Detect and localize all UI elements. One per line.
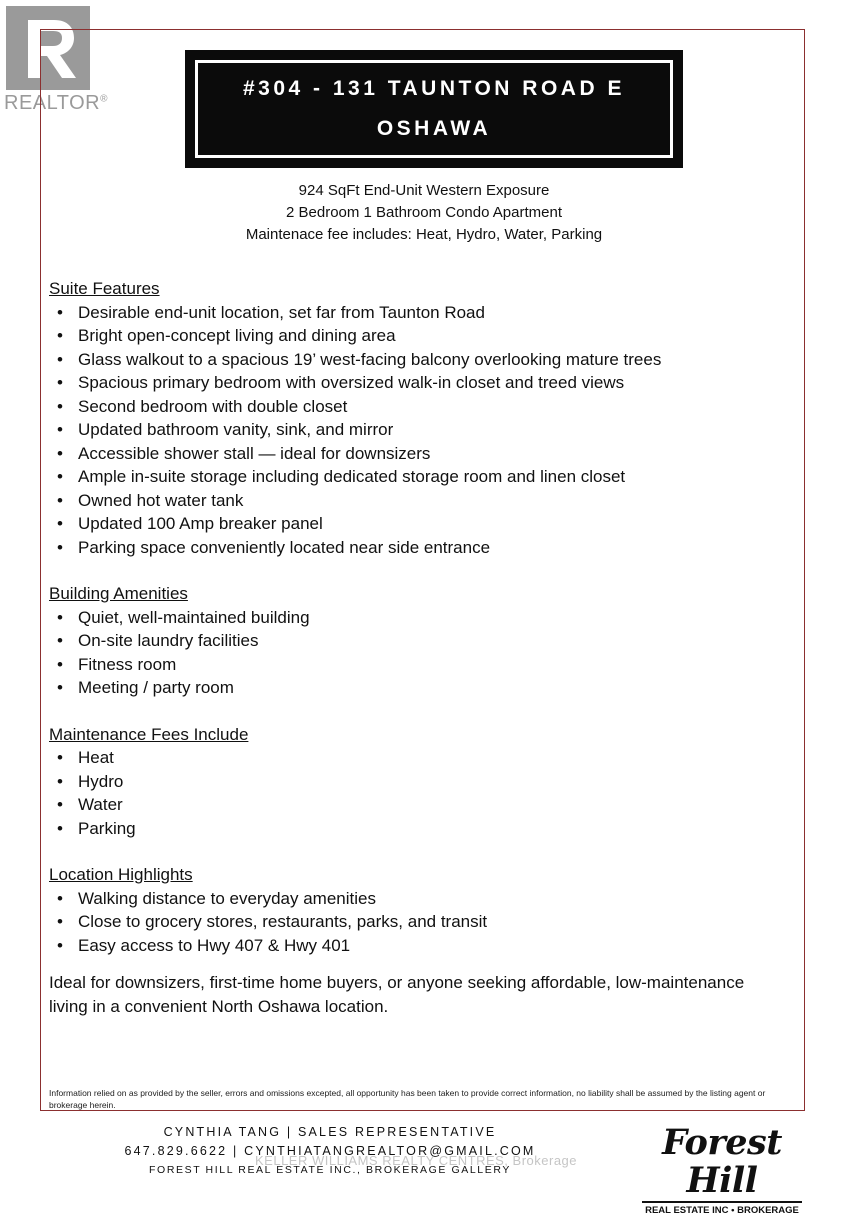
summary-line: Maintenace fee includes: Heat, Hydro, Water, Parking: [245, 226, 603, 243]
list-item: • Updated bathroom vanity, sink, and mirror: [49, 418, 789, 442]
list-item: • Parking: [49, 817, 789, 841]
location-list: [49, 887, 789, 958]
summary-line: 924 SqFt End-Unit Western Exposure: [298, 182, 550, 199]
section-title: Suite Features: [49, 279, 160, 298]
list-item: • Heat: [49, 746, 789, 770]
agent-info: [90, 1123, 570, 1180]
forest-hill-logo: [642, 1124, 802, 1216]
list-item: • Hydro: [49, 770, 789, 794]
list-item: • Spacious primary bedroom with oversized walk-in closet and treed views: [49, 371, 789, 395]
list-item: • Accessible shower stall — ideal for downsizers: [49, 442, 789, 466]
agent-contact: 647.829.6622 | CYNTHIATANGREALTOR@GMAIL.COM: [124, 1144, 536, 1158]
listing-summary: [0, 180, 848, 246]
list-item: • Close to grocery stores, restaurants, parks, and transit: [49, 910, 789, 934]
disclaimer: Information relied on as provided by the seller, errors and omissions excepted, all opportunity has been taken to provide correct information, no liability shall be assumed by the listing agent or brokerage herein.: [49, 1088, 766, 1110]
list-item: • Water: [49, 793, 789, 817]
brand-subtitle: REAL ESTATE INC • BROKERAGE: [642, 1201, 802, 1216]
list-item: • Glass walkout to a spacious 19’ west-facing balcony overlooking mature trees: [49, 348, 789, 372]
title-banner-inner: [195, 60, 673, 158]
list-item: • Updated 100 Amp breaker panel: [49, 512, 789, 536]
section-location-highlights: [49, 863, 789, 957]
section-title: Location Highlights: [49, 865, 193, 884]
section-building-amenities: [49, 582, 789, 700]
list-item: • Walking distance to everyday amenities: [49, 887, 789, 911]
list-item: • On-site laundry facilities: [49, 629, 789, 653]
list-item: • Bright open-concept living and dining area: [49, 324, 789, 348]
list-item: • Fitness room: [49, 653, 789, 677]
list-item: • Quiet, well-maintained building: [49, 606, 789, 630]
section-title: Maintenance Fees Include: [49, 724, 249, 744]
agent-name: CYNTHIA TANG | SALES REPRESENTATIVE: [163, 1125, 497, 1139]
summary-line: 2 Bedroom 1 Bathroom Condo Apartment: [286, 204, 562, 221]
section-title: Building Amenities: [49, 584, 188, 603]
section-suite-features: [49, 277, 789, 559]
brand-name: Forest Hill: [662, 1122, 782, 1201]
realtor-wordmark: REALTOR®: [4, 92, 108, 114]
title-banner: [185, 50, 683, 168]
list-item: • Meeting / party room: [49, 676, 789, 700]
list-item: • Parking space conveniently located near side entrance: [49, 536, 789, 560]
closing-statement: Ideal for downsizers, first-time home buyers, or anyone seeking affordable, low-maintenance living in a convenient North Oshawa location.: [49, 973, 745, 1016]
agent-brokerage: FOREST HILL REAL ESTATE INC., BROKERAGE GALLERY: [149, 1164, 511, 1176]
list-item: • Desirable end-unit location, set far from Taunton Road: [49, 301, 789, 325]
list-item: • Ample in-suite storage including dedicated storage room and linen closet: [49, 465, 789, 489]
title-city: OSHAWA: [376, 117, 492, 140]
listing-content: [49, 277, 789, 1018]
amenity-list: [49, 606, 789, 700]
list-item: • Owned hot water tank: [49, 489, 789, 513]
list-item: • Easy access to Hwy 407 & Hwy 401: [49, 934, 789, 958]
feature-list: [49, 301, 789, 560]
section-maintenance-fees: [49, 723, 789, 841]
fees-list: [49, 746, 789, 840]
list-item: • Second bedroom with double closet: [49, 395, 789, 419]
title-address: #304 - 131 TAUNTON ROAD E: [243, 77, 625, 100]
watermark: KELLER WILLIAMS REALTY CENTRES, Brokerage: [255, 1153, 578, 1168]
